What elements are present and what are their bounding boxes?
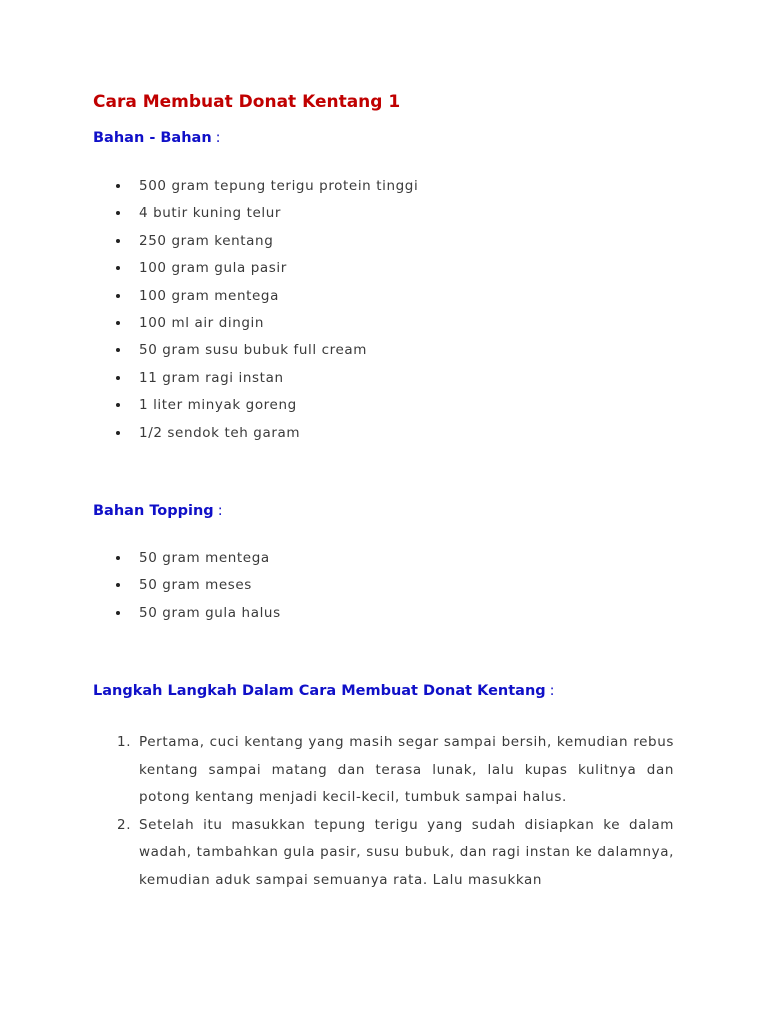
step-text: Pertama, cuci kentang yang masih segar sampai bersih, kemudian rebus kentang sampai matang dan terasa lunak, lalu kupas kulitnya dan potong kentang menjadi kecil-kecil, tumbuk sampai halus. bbox=[139, 734, 674, 805]
bullet-icon bbox=[116, 266, 120, 270]
list-item bbox=[93, 396, 418, 423]
bullet-icon bbox=[116, 583, 120, 587]
list-item-text: 1/2 sendok teh garam bbox=[139, 424, 301, 441]
list-item-text: 1 liter minyak goreng bbox=[139, 397, 297, 414]
list-item bbox=[93, 369, 418, 396]
langkah-heading bbox=[93, 683, 555, 699]
bullet-icon bbox=[116, 239, 120, 243]
langkah-heading-text: Langkah Langkah Dalam Cara Membuat Donat Kentang bbox=[93, 683, 546, 699]
list-item bbox=[93, 314, 418, 341]
bullet-icon bbox=[116, 611, 120, 615]
list-item bbox=[93, 424, 418, 451]
step-text: Setelah itu masukkan tepung terigu yang sudah disiapkan ke dalam wadah, tambahkan gula pasir, susu bubuk, dan ragi instan ke dalamnya, kemudian aduk sampai semuanya rata. Lalu masukkan bbox=[139, 816, 674, 888]
bullet-icon bbox=[116, 184, 120, 188]
list-item-text: 50 gram mentega bbox=[139, 550, 270, 566]
bahan-heading bbox=[93, 130, 221, 146]
bullet-icon bbox=[116, 431, 120, 435]
list-item-text: 50 gram meses bbox=[139, 577, 252, 594]
bullet-icon bbox=[116, 348, 120, 352]
step-number: 1. bbox=[117, 734, 132, 750]
list-item-text: 100 gram mentega bbox=[139, 287, 279, 304]
list-item bbox=[93, 204, 418, 231]
step-number: 2. bbox=[117, 816, 132, 833]
list-item bbox=[93, 604, 281, 631]
list-item bbox=[93, 177, 418, 204]
list-item bbox=[93, 259, 418, 286]
list-item-text: 4 butir kuning telur bbox=[139, 205, 282, 222]
bullet-icon bbox=[116, 556, 120, 560]
page-title: Cara Membuat Donat Kentang 1 bbox=[93, 92, 401, 112]
list-item-text: 11 gram ragi instan bbox=[139, 369, 284, 386]
list-item bbox=[93, 287, 418, 314]
topping-heading-colon: : bbox=[217, 503, 223, 519]
step-item bbox=[93, 812, 674, 895]
list-item-text: 100 ml air dingin bbox=[139, 314, 265, 331]
bahan-heading-text: Bahan - Bahan bbox=[93, 130, 212, 146]
list-item-text: 50 gram gula halus bbox=[139, 604, 281, 621]
bullet-icon bbox=[116, 321, 120, 325]
topping-list bbox=[93, 549, 281, 631]
list-item bbox=[93, 576, 281, 603]
list-item-text: 100 gram gula pasir bbox=[139, 260, 287, 277]
topping-heading bbox=[93, 503, 223, 519]
langkah-steps bbox=[93, 729, 674, 894]
bullet-icon bbox=[116, 403, 120, 407]
list-item bbox=[93, 232, 418, 259]
topping-heading-text: Bahan Topping bbox=[93, 503, 214, 519]
bullet-icon bbox=[116, 376, 120, 380]
bullet-icon bbox=[116, 211, 120, 215]
bullet-icon bbox=[116, 294, 120, 298]
list-item bbox=[93, 341, 418, 368]
list-item bbox=[93, 549, 281, 576]
bahan-heading-colon: : bbox=[215, 130, 221, 146]
langkah-heading-colon: : bbox=[549, 683, 555, 699]
bahan-list bbox=[93, 177, 418, 451]
step-item bbox=[93, 729, 674, 812]
list-item-text: 250 gram kentang bbox=[139, 232, 274, 249]
list-item-text: 50 gram susu bubuk full cream bbox=[139, 342, 368, 359]
list-item-text: 500 gram tepung terigu protein tinggi bbox=[139, 178, 419, 194]
